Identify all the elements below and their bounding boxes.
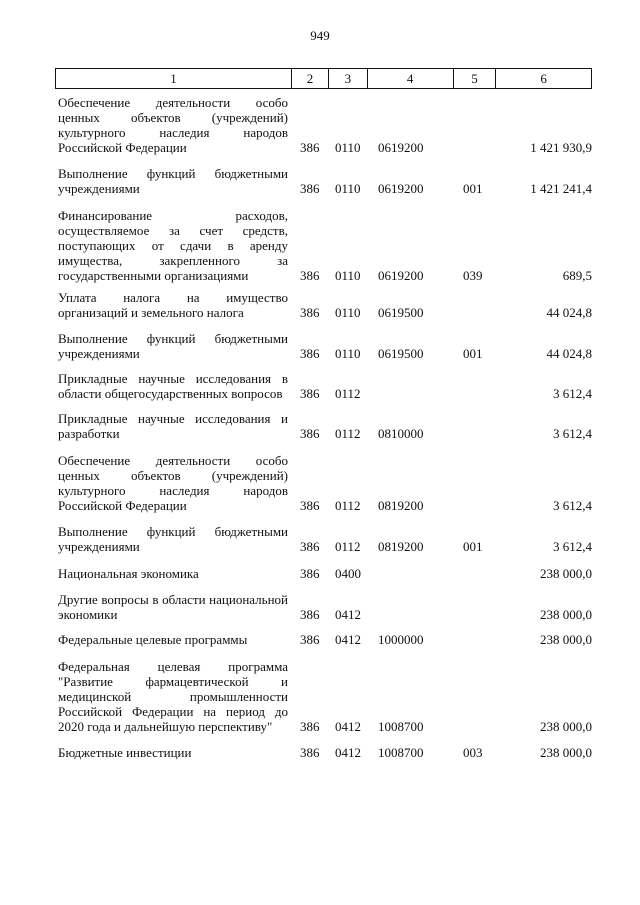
row-col-2: 386	[300, 539, 320, 554]
table-row	[55, 745, 592, 760]
column-header-6: 6	[540, 70, 547, 86]
row-col-6: 1 421 241,4	[530, 181, 592, 196]
row-col-2: 386	[300, 386, 320, 401]
row-col-4: 0619200	[378, 268, 424, 283]
row-col-2: 386	[300, 498, 320, 513]
table-row	[55, 524, 592, 554]
column-header-1: 1	[56, 69, 292, 88]
row-col-3: 0400	[335, 566, 361, 581]
row-col-4: 0819200	[378, 539, 424, 554]
row-col-2: 386	[300, 566, 320, 581]
row-col-6: 3 612,4	[553, 498, 592, 513]
row-col-2: 386	[300, 181, 320, 196]
page-number: 949	[310, 28, 330, 43]
row-col-5: 039	[463, 268, 483, 283]
row-col-2: 386	[300, 426, 320, 441]
row-col-6: 3 612,4	[553, 426, 592, 441]
row-col-4: 1008700	[378, 745, 424, 760]
column-header-3: 3	[329, 69, 368, 88]
row-col-4: 0619500	[378, 305, 424, 320]
row-col-3: 0112	[335, 426, 361, 441]
budget-table	[55, 68, 592, 760]
table-row	[55, 659, 592, 734]
row-col-3: 0110	[335, 346, 361, 361]
row-col-4: 0810000	[378, 426, 424, 441]
column-header-5: 5	[454, 69, 497, 88]
row-name: Уплата налога на имущество организаций и земельного налога	[58, 290, 288, 320]
row-col-6: 3 612,4	[553, 386, 592, 401]
row-col-2: 386	[300, 346, 320, 361]
row-col-2: 386	[300, 632, 320, 647]
row-col-3: 0112	[335, 386, 361, 401]
row-name: Бюджетные инвестиции	[58, 745, 192, 760]
row-name: Выполнение функций бюджетными учреждениями	[58, 331, 288, 361]
row-col-6: 3 612,4	[553, 539, 592, 554]
row-col-6: 44 024,8	[546, 305, 592, 320]
row-col-5: 001	[463, 539, 483, 554]
row-col-2: 386	[300, 268, 320, 283]
table-row	[55, 166, 592, 196]
row-col-3: 0112	[335, 498, 361, 513]
row-col-5: 001	[463, 181, 483, 196]
row-name: Выполнение функций бюджетными учреждениями	[58, 524, 288, 554]
row-col-6: 238 000,0	[540, 719, 592, 734]
table-header-row	[55, 68, 592, 89]
row-name: Федеральные целевые программы	[58, 632, 248, 647]
row-col-3: 0112	[335, 539, 361, 554]
row-col-5: 003	[463, 745, 483, 760]
column-header-2: 2	[292, 69, 329, 88]
row-name: Другие вопросы в области национальной экономики	[58, 592, 288, 622]
row-col-6: 689,5	[562, 268, 592, 283]
table-row	[55, 411, 592, 441]
row-col-5: 001	[463, 346, 483, 361]
row-col-3: 0110	[335, 181, 361, 196]
row-col-6: 1 421 930,9	[530, 140, 592, 155]
row-col-4: 0619200	[378, 181, 424, 196]
table-row	[55, 453, 592, 513]
row-col-4: 0819200	[378, 498, 424, 513]
row-col-4: 0619200	[378, 140, 424, 155]
row-name: Обеспечение деятельности особо ценных объектов (учреждений) культурного наследия народов Российской Федерации	[58, 453, 288, 513]
row-col-6: 238 000,0	[540, 566, 592, 581]
row-col-2: 386	[300, 745, 320, 760]
row-col-3: 0110	[335, 305, 361, 320]
table-row	[55, 331, 592, 361]
column-header-4: 4	[368, 69, 454, 88]
row-col-2: 386	[300, 719, 320, 734]
row-col-3: 0412	[335, 607, 361, 622]
row-col-2: 386	[300, 140, 320, 155]
row-col-6: 238 000,0	[540, 607, 592, 622]
row-name: Прикладные научные исследования и разработки	[58, 411, 288, 441]
row-name: Прикладные научные исследования в области общегосударственных вопросов	[58, 371, 288, 401]
row-col-4: 1008700	[378, 719, 424, 734]
table-row	[55, 592, 592, 622]
row-name: Выполнение функций бюджетными учреждениями	[58, 166, 288, 196]
row-name: Национальная экономика	[58, 566, 199, 581]
row-col-3: 0110	[335, 140, 361, 155]
table-row	[55, 371, 592, 401]
row-name: Финансирование расходов, осуществляемое за счет средств, поступающих от сдачи в аренду имущества, закрепленного за государственными организациями	[58, 208, 288, 283]
row-col-4: 1000000	[378, 632, 424, 647]
table-row	[55, 632, 592, 647]
row-col-3: 0412	[335, 745, 361, 760]
row-col-2: 386	[300, 305, 320, 320]
row-col-6: 238 000,0	[540, 632, 592, 647]
row-col-3: 0412	[335, 632, 361, 647]
table-row	[55, 95, 592, 155]
row-col-6: 238 000,0	[540, 745, 592, 760]
table-row	[55, 566, 592, 581]
table-row	[55, 208, 592, 283]
table-row	[55, 290, 592, 320]
row-col-4: 0619500	[378, 346, 424, 361]
row-col-6: 44 024,8	[546, 346, 592, 361]
row-name: Обеспечение деятельности особо ценных объектов (учреждений) культурного наследия народов Российской Федерации	[58, 95, 288, 155]
row-col-3: 0110	[335, 268, 361, 283]
row-col-2: 386	[300, 607, 320, 622]
table-body	[55, 95, 592, 760]
row-col-3: 0412	[335, 719, 361, 734]
row-name: Федеральная целевая программа "Развитие фармацевтической и медицинской промышленности Российской Федерации на период до 2020 года и дальнейшую перспективу"	[58, 659, 288, 734]
